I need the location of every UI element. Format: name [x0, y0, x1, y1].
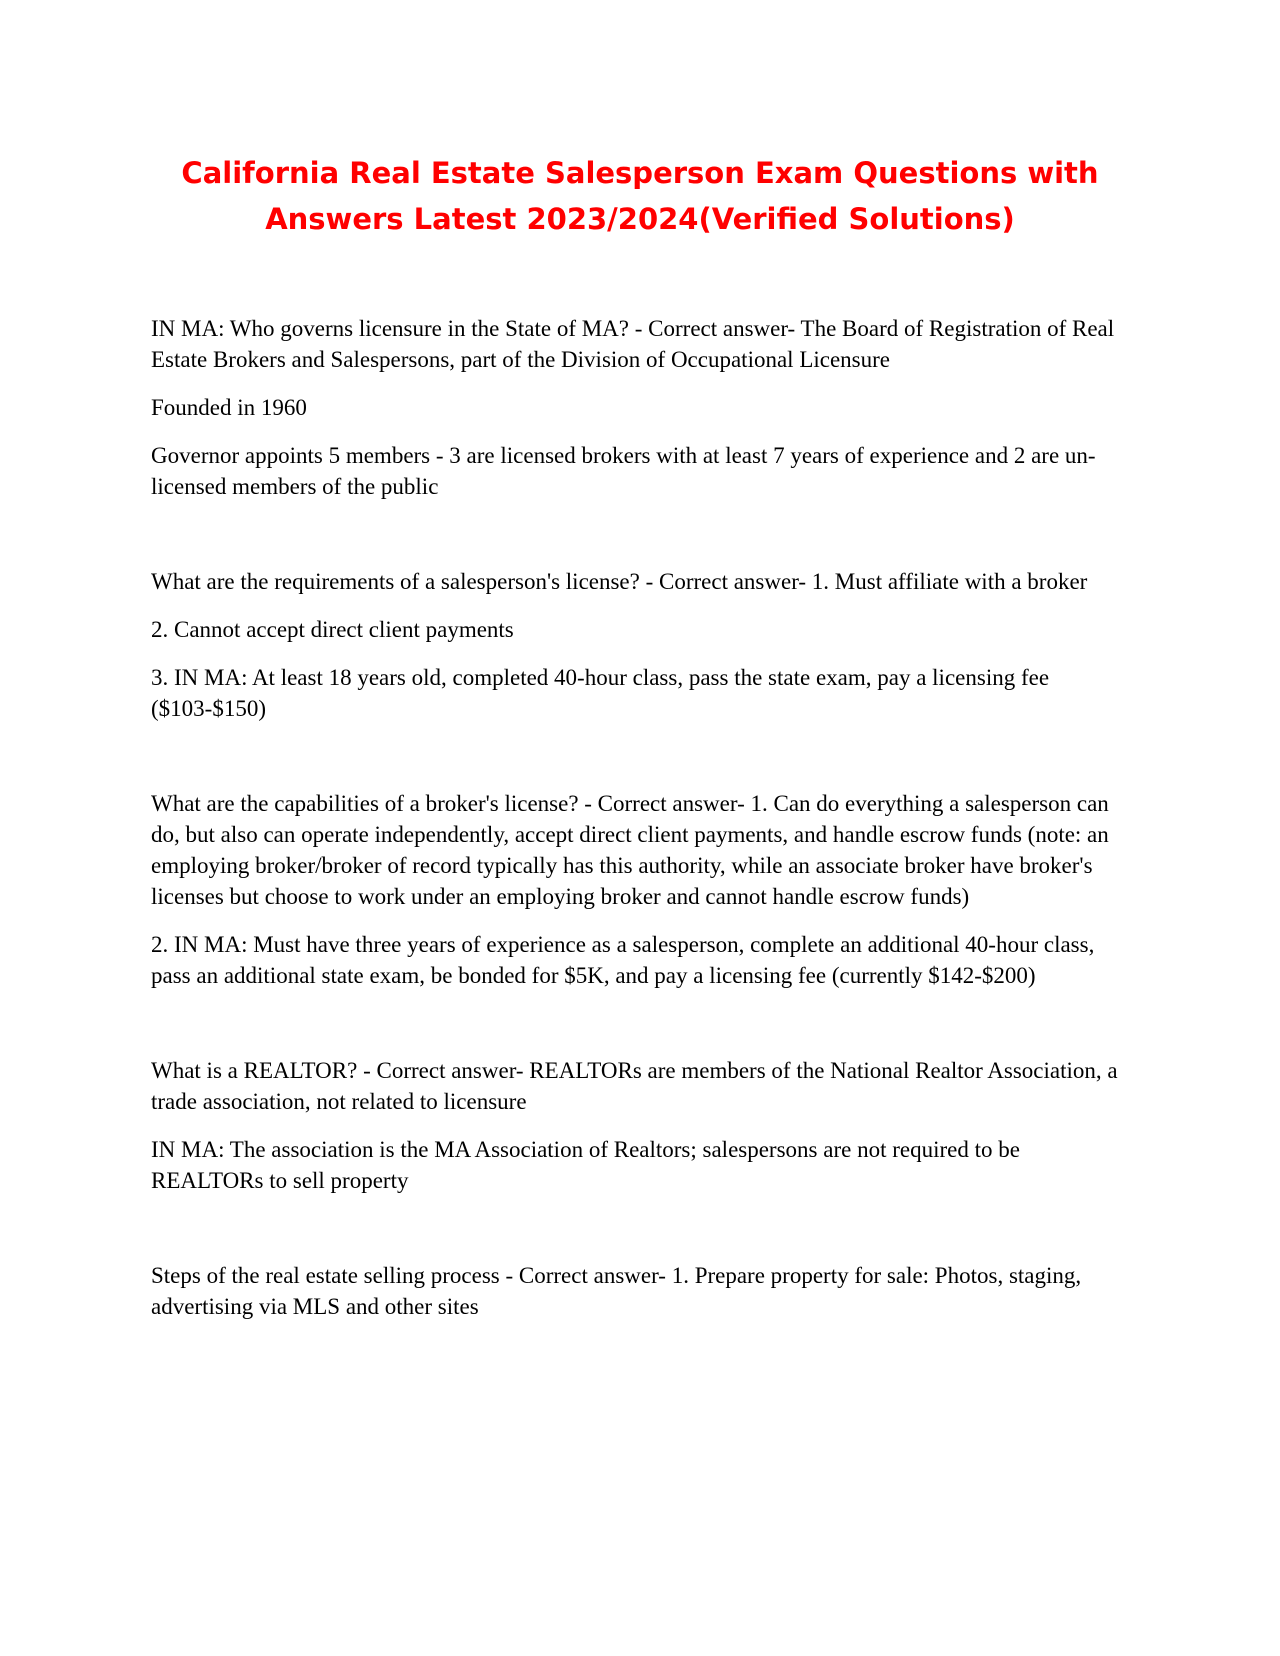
qa-paragraph: 3. IN MA: At least 18 years old, completed 40-hour class, pass the state exam, pay a licensing fee ($103-$150): [151, 665, 1050, 721]
qa-entry-salesperson-license: [151, 566, 1131, 724]
qa-paragraph: What are the capabilities of a broker's license? - Correct answer- 1. Can do everything a salesperson can do, but also can operate independently, accept direct client payments, and handle escrow funds (note: an employing broker/broker of record typically has this authority, while an associate broker have broker's licenses but choose to work under an employing broker and cannot handle escrow funds): [151, 791, 1109, 909]
qa-entry-realtor: [151, 1055, 1131, 1196]
qa-paragraph: Steps of the real estate selling process - Correct answer- 1. Prepare property for sale: Photos, staging, advertising via MLS and other sites: [151, 1263, 1082, 1319]
title-line-2: Answers Latest 2023/2024(Verified Solutions): [265, 202, 1015, 236]
qa-paragraph: IN MA: The association is the MA Association of Realtors; salespersons are not required to be REALTORs to sell property: [151, 1137, 1020, 1193]
qa-paragraph: What is a REALTOR? - Correct answer- REALTORs are members of the National Realtor Association, a trade association, not related to licensure: [151, 1058, 1118, 1114]
qa-paragraph: 2. Cannot accept direct client payments: [151, 617, 514, 642]
qa-content: [151, 313, 1131, 1386]
document-title: [150, 150, 1130, 242]
title-line-1: California Real Estate Salesperson Exam Questions with: [181, 156, 1099, 190]
qa-entry-selling-process: [151, 1260, 1131, 1322]
qa-paragraph: What are the requirements of a salesperson's license? - Correct answer- 1. Must affiliate with a broker: [151, 569, 1088, 594]
qa-paragraph: Governor appoints 5 members - 3 are licensed brokers with at least 7 years of experience and 2 are un-licensed members of the public: [151, 443, 1096, 499]
qa-paragraph: IN MA: Who governs licensure in the State of MA? - Correct answer- The Board of Registration of Real Estate Brokers and Salespersons, part of the Division of Occupational Licensure: [151, 316, 1115, 372]
qa-entry-licensure: [151, 313, 1131, 502]
qa-paragraph: 2. IN MA: Must have three years of experience as a salesperson, complete an additional 40-hour class, pass an additional state exam, be bonded for $5K, and pay a licensing fee (currently $142-$200): [151, 932, 1095, 988]
qa-paragraph: Founded in 1960: [151, 395, 307, 420]
qa-entry-broker-license: [151, 788, 1131, 991]
